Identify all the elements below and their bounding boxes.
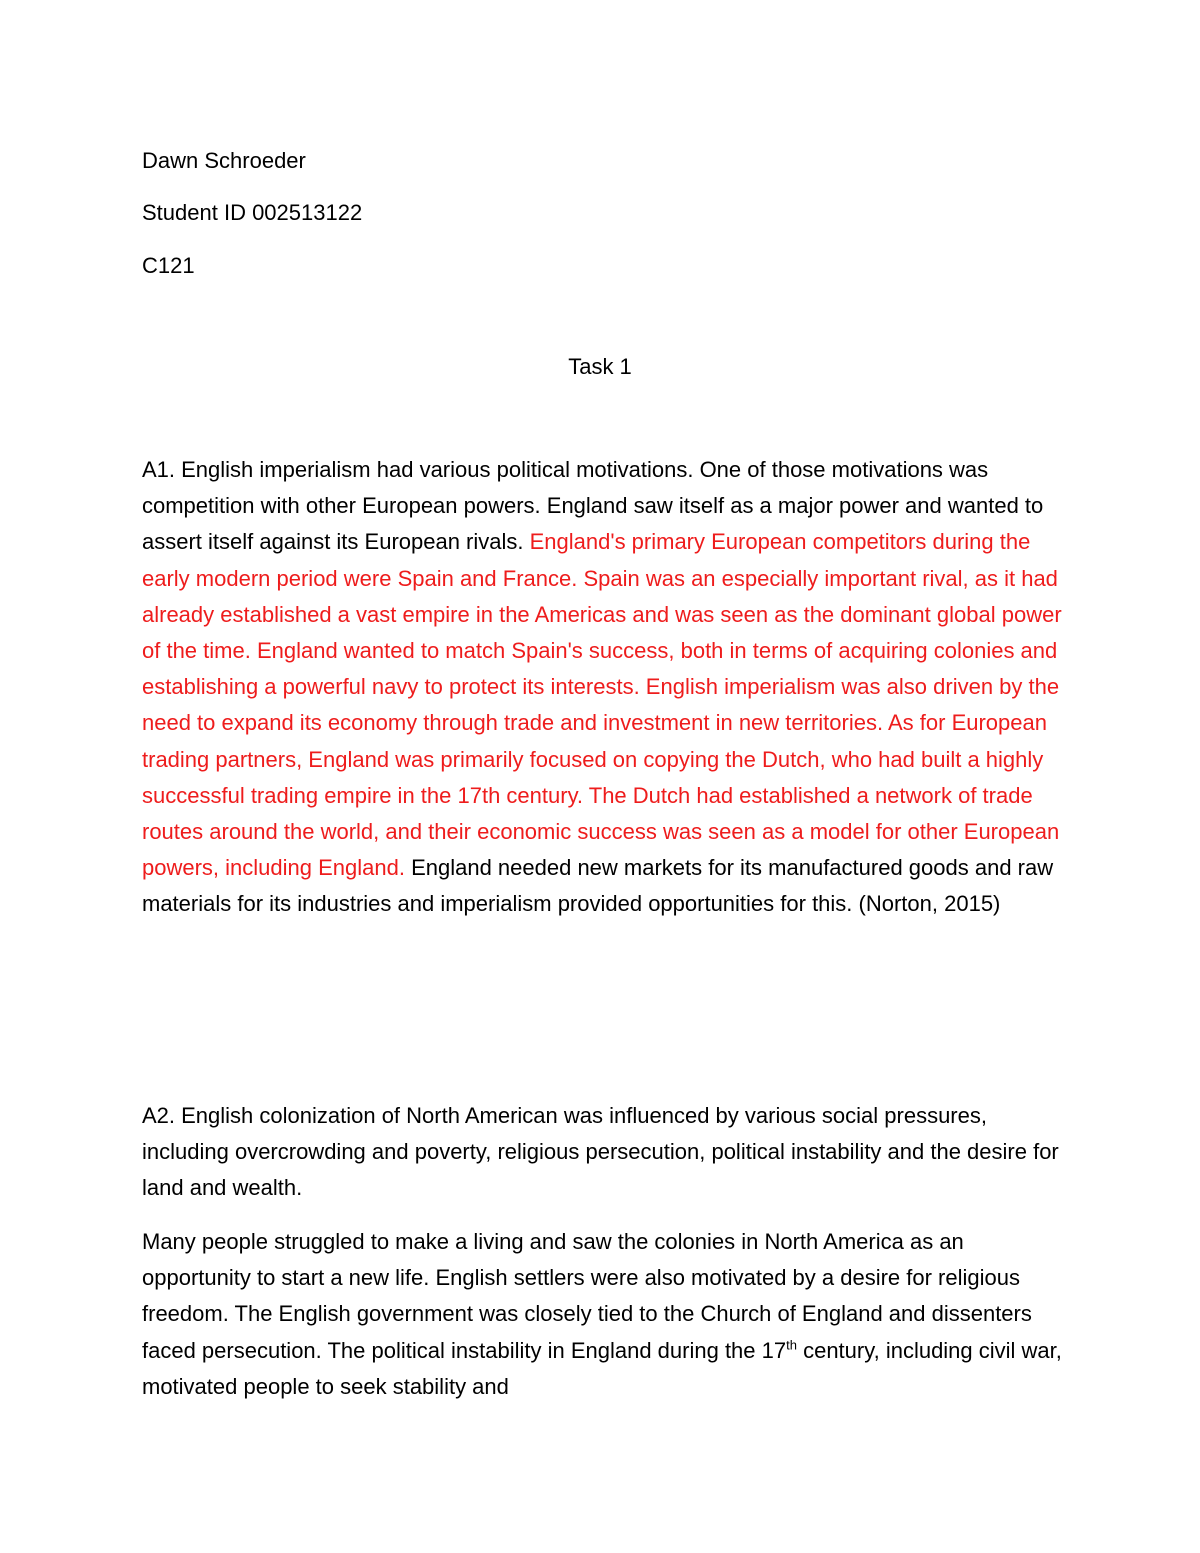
a1-highlighted-text: England's primary European competitors during the early modern period were Spain and France. Spain was an especially important rival, as it had already established a vast empire in the Americas and was seen as the dominant global power of the time. England wanted to match Spain's success, both in terms of acquiring colonies and establishing a powerful navy to protect its interests. English imperialism was also driven by the need to expand its economy through trade and investment in new territories. As for European trading partners, England was primarily focused on copying the Dutch, who had built a highly successful trading empire in the 17th century. The Dutch had established a network of trade routes around the world, and their economic success was seen as a model for other European powers, including England.: [142, 529, 1062, 881]
paragraph-a2: A2. English colonization of North American was influenced by various social pressures, including overcrowding and poverty, religious persecution, political instability and the desire for land and wealth.: [142, 1103, 1059, 1201]
paragraph-a2-continued: [142, 1224, 1072, 1405]
paragraph-a1: [142, 452, 1072, 923]
page-title: Task 1: [568, 354, 632, 379]
a2-text-before-superscript: Many people struggled to make a living and saw the colonies in North America as an opportunity to start a new life. English settlers were also motivated by a desire for religious freedom. The English government was closely tied to the Church of England and dissenters faced persecution. The political instability in England during the 17: [142, 1229, 1032, 1363]
a2-text-after-superscript: century, including civil war, motivated people to seek stability and: [142, 1337, 1062, 1399]
ordinal-superscript: th: [786, 1337, 797, 1353]
author-name: Dawn Schroeder: [142, 148, 306, 173]
course-code: C121: [142, 253, 195, 278]
student-id: Student ID 002513122: [142, 200, 363, 225]
a1-outro-text: England needed new markets for its manufactured goods and raw materials for its industries and imperialism provided opportunities for this. (Norton, 2015): [142, 855, 1054, 917]
a1-intro-text: A1. English imperialism had various political motivations. One of those motivations was competition with other European powers. England saw itself as a major power and wanted to assert itself against its European rivals.: [142, 457, 1044, 555]
